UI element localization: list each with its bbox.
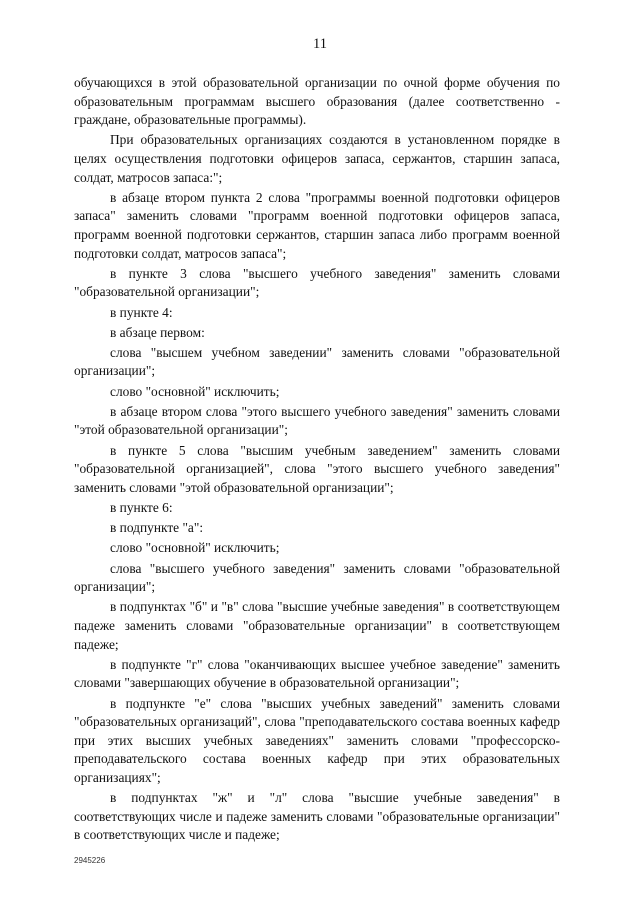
- paragraph: в пункте 4:: [110, 304, 173, 320]
- paragraph: обучающихся в этой образовательной организации по очной форме обучения по образовательным программам высшего образования (далее соответственно - граждане, образовательные программы).: [74, 75, 560, 128]
- paragraph: в подпункте "г" слова "оканчивающих высшее учебное заведение" заменить словами "завершающих обучение в образовательной организации";: [74, 656, 560, 691]
- paragraph: в пункте 5 слова "высшим учебным заведением" заменить словами "образовательной организацией", слова "этого высшего учебного заведения" заменить словами "этой образовательной организации";: [74, 442, 560, 495]
- page-number: 11: [313, 36, 327, 52]
- paragraph: в абзаце втором слова "этого высшего учебного заведения" заменить словами "этой образовательной организации";: [74, 403, 560, 438]
- paragraph: в пункте 3 слова "высшего учебного заведения" заменить словами "образовательной организации";: [74, 265, 560, 300]
- paragraph: слово "основной" исключить;: [110, 383, 280, 399]
- paragraph: в подпунктах "ж" и "л" слова "высшие учебные заведения" в соответствующих числе и падеже заменить словами "образовательные организации" в соответствующих числе и падеже;: [74, 790, 560, 843]
- paragraph: слова "высшем учебном заведении" заменить словами "образовательной организации";: [74, 344, 560, 379]
- document-body: [74, 74, 560, 846]
- paragraph: в абзаце первом:: [110, 324, 205, 340]
- paragraph: в абзаце втором пункта 2 слова "программы военной подготовки офицеров запаса" заменить словами "программ военной подготовки офицеров запаса, программ военной подготовки сержантов, старшин запаса либо программ военной подготовки солдат, матросов запаса";: [74, 189, 560, 261]
- paragraph: слово "основной" исключить;: [110, 540, 280, 556]
- paragraph: в подпункте "а":: [110, 520, 204, 536]
- paragraph: в подпунктах "б" и "в" слова "высшие учебные заведения" в соответствующем падеже заменить словами "образовательные организации" в соответствующем падеже;: [74, 599, 560, 652]
- paragraph: в пункте 6:: [110, 500, 173, 515]
- paragraph: слова "высшего учебного заведения" заменить словами "образовательной организации";: [74, 560, 560, 595]
- document-code: 2945226: [74, 856, 106, 865]
- paragraph: При образовательных организациях создаются в установленном порядке в целях осуществления подготовки офицеров запаса, сержантов, старшин запаса, солдат, матросов запаса:";: [74, 132, 560, 185]
- paragraph: в подпункте "е" слова "высших учебных заведений" заменить словами "образовательных организаций", слова "преподавательского состава военных кафедр при этих высших учебных заведениях" заменить словами "профессорско-преподавательского состава военных кафедр при этих образовательных организациях";: [74, 695, 560, 785]
